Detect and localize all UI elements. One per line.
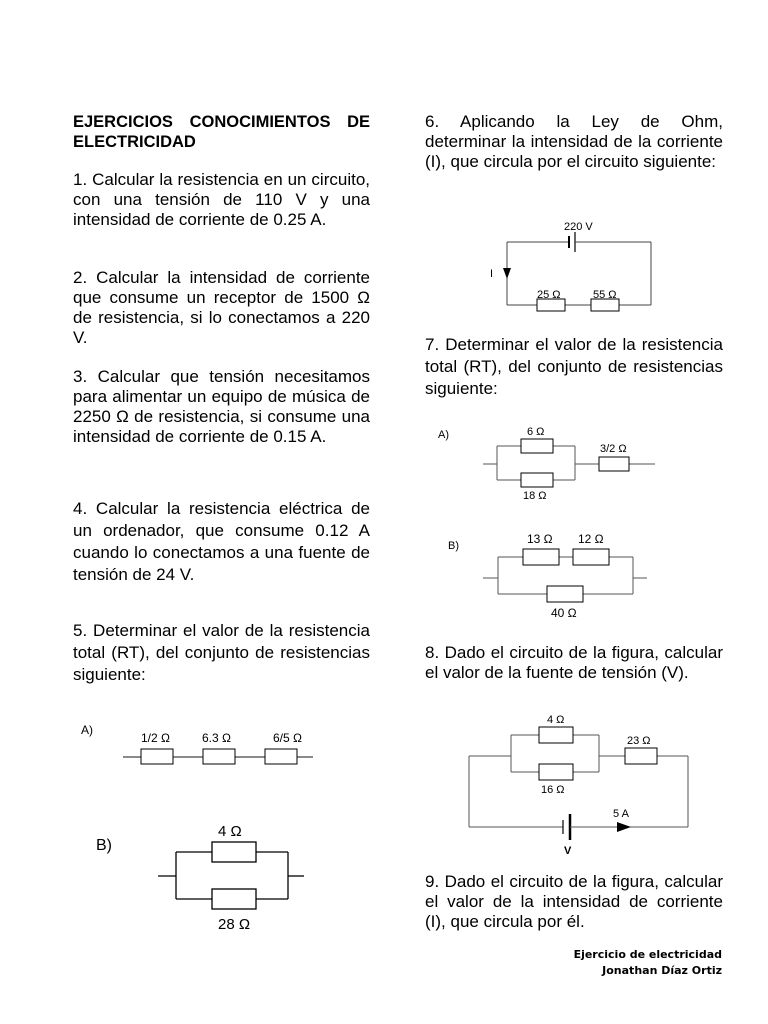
- figure-6-source-value: 220 V: [564, 221, 593, 233]
- exercise-8: 8. Dado el circuito de la figura, calcular el valor de la fuente de tensión (V).: [425, 643, 723, 682]
- resistor-5b-bottom-value: 28 Ω: [218, 916, 251, 933]
- figure-6-current-label: I: [490, 268, 494, 280]
- resistor-7b-top-1-value: 13 Ω: [527, 532, 553, 546]
- figure-7b-circuit: [445, 528, 655, 620]
- resistor-7a-series-value: 3/2 Ω: [600, 443, 627, 455]
- footer-author: Jonathan Díaz Ortiz: [602, 964, 722, 977]
- figure-8-circuit: [465, 710, 695, 860]
- figure-5b-parallel-circuit: [90, 820, 330, 935]
- exercise-4: 4. Calcular la resistencia eléctrica de un ordenador, que consume 0.12 A cuando lo conectamos a una fuente de tensión de 24 V.: [73, 499, 370, 584]
- exercise-9: 9. Dado el circuito de la figura, calcular el valor de la intensidad de corriente (I), que circula por él.: [425, 872, 723, 931]
- footer: [574, 947, 722, 979]
- resistor-8-series-value: 23 Ω: [627, 735, 651, 747]
- resistor-7b-top-1: [523, 549, 559, 565]
- figure-5b-label: B): [96, 837, 112, 854]
- resistor-8-top: [539, 727, 573, 743]
- resistor-7b-bottom: [547, 586, 583, 602]
- resistor-7b-top-2: [573, 549, 609, 565]
- resistor-5a-1-value: 1/2 Ω: [141, 731, 170, 745]
- resistor-6-2-value: 55 Ω: [593, 289, 617, 301]
- resistor-7b-top-2-value: 12 Ω: [578, 532, 604, 546]
- exercise-1: 1. Calcular la resistencia en un circuito, con una tensión de 110 V y una intensidad de corriente de 0.25 A.: [73, 170, 370, 229]
- resistor-5a-2: [203, 749, 235, 764]
- resistor-7b-bottom-value: 40 Ω: [551, 606, 577, 620]
- figure-8-source-label: V: [564, 845, 572, 857]
- resistor-8-top-value: 4 Ω: [547, 714, 565, 726]
- exercise-5: 5. Determinar el valor de la resistencia total (RT), del conjunto de resistencias siguiente:: [73, 621, 370, 684]
- resistor-5a-1: [141, 749, 173, 764]
- resistor-5a-3: [265, 749, 297, 764]
- exercise-2: 2. Calcular la intensidad de corriente que consume un receptor de 1500 Ω de resistencia, si lo conectamos a 220 V.: [73, 268, 370, 347]
- resistor-7a-top: [521, 439, 553, 453]
- figure-7a-circuit: [435, 422, 665, 507]
- document-title: EJERCICIOS CONOCIMIENTOS DE ELECTRICIDAD: [73, 113, 370, 151]
- footer-subject: Ejercicio de electricidad: [573, 948, 722, 961]
- exercise-7: 7. Determinar el valor de la resistencia total (RT), del conjunto de resistencias siguiente:: [425, 335, 723, 398]
- figure-5a-series-circuit: [75, 718, 325, 778]
- resistor-8-series: [625, 748, 657, 764]
- exercise-3: 3. Calcular que tensión necesitamos para alimentar un equipo de música de 2250 Ω de resistencia, si consume una intensidad de corriente de 0.15 A.: [73, 367, 370, 446]
- resistor-7a-top-value: 6 Ω: [527, 426, 545, 438]
- resistor-5a-3-value: 6/5 Ω: [273, 731, 302, 745]
- current-arrow-8: [617, 822, 631, 832]
- resistor-7a-bottom: [521, 473, 553, 487]
- figure-8-current-value: 5 A: [613, 808, 629, 820]
- figure-6-circuit: [485, 215, 665, 315]
- resistor-7a-series: [599, 457, 629, 471]
- resistor-6-1-value: 25 Ω: [537, 289, 561, 301]
- figure-5a-label: A): [81, 723, 93, 737]
- current-arrow-6: [503, 268, 511, 279]
- resistor-7a-bottom-value: 18 Ω: [523, 490, 547, 502]
- resistor-5b-top-value: 4 Ω: [218, 823, 242, 840]
- resistor-5a-2-value: 6.3 Ω: [202, 731, 231, 745]
- resistor-5b-top: [212, 842, 256, 862]
- resistor-8-bottom-value: 16 Ω: [541, 784, 565, 796]
- resistor-8-bottom: [539, 764, 573, 780]
- figure-7b-label: B): [448, 540, 459, 552]
- figure-7a-label: A): [438, 429, 449, 441]
- resistor-5b-bottom: [212, 889, 256, 909]
- exercise-6: 6. Aplicando la Ley de Ohm, determinar la intensidad de la corriente (I), que circula por el circuito siguiente:: [425, 112, 723, 171]
